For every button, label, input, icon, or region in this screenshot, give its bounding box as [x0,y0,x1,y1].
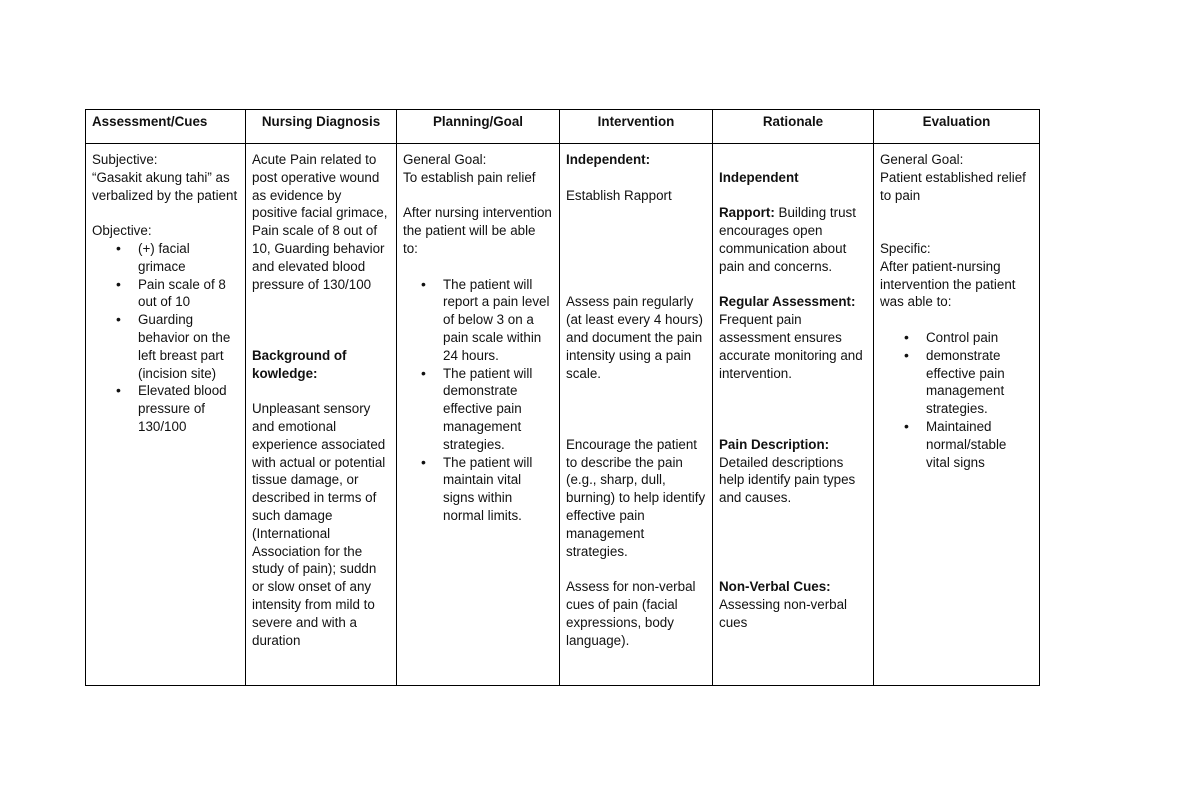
header-diagnosis: Nursing Diagnosis [246,110,397,144]
planning-cell [397,144,560,686]
content-row [86,144,1040,686]
intervention-heading: Independent: [566,152,651,167]
evaluation-specific-intro: After patient-nursing intervention the patient was able to: [880,258,1016,310]
rapport-label: Rapport: [719,205,775,221]
objective-item: • Guarding behavior on the left breast part (incision site) [138,311,239,382]
planning-goal-list [403,276,553,525]
evaluation-general-label: General Goal: [880,152,964,167]
pain-description-text: Detailed descriptions help identify pain types and causes. [719,454,856,506]
diagnosis-cell [246,144,397,686]
intervention-cell [560,144,713,686]
planning-general-text: To establish pain relief [403,169,536,185]
diagnosis-statement: Acute Pain related to post operative wound as evidence by positive facial grimace, Pain scale of 8 out of 10, Guarding behavior and elevated blood pressure of 130/100 [252,152,388,292]
evaluation-item: • Maintained normal/stable vital signs [926,418,1033,471]
objective-item: • (+) facial grimace [138,240,239,276]
pain-description-label: Pain Description: [719,436,830,452]
rapport-text: Building trust encourages open communication about pain and concerns. [719,205,856,274]
planning-goal-item: • The patient will maintain vital signs within normal limits. [443,454,553,525]
nursing-care-plan-table [85,109,1040,686]
intervention-item: Establish Rapport [566,187,672,203]
header-rationale: Rationale [713,110,874,144]
rationale-cell [713,144,874,686]
intervention-item: Encourage the patient to describe the pain (e.g., sharp, dull, burning) to help identify effective pain management strategies. [566,436,706,559]
regular-assessment-text: Frequent pain assessment ensures accurate monitoring and intervention. [719,312,863,381]
intervention-item: Assess pain regularly (at least every 4 hours) and document the pain intensity using a pain scale. [566,294,703,381]
objective-list [92,240,239,436]
evaluation-item: • demonstrate effective pain management strategies. [926,347,1033,418]
header-row [86,110,1040,144]
header-intervention: Intervention [560,110,713,144]
background-text: Unpleasant sensory and emotional experience associated with actual or potential tissue damage, or described in terms of such damage (International Association for the study of pain); suddn or slow onset of any intensity from mild to severe and with a duration [252,401,386,648]
rationale-rapport [719,204,867,275]
subjective-text: “Gasakit akung tahi” as verbalized by the patient [92,169,238,203]
planning-specific-intro: After nursing intervention the patient will be able to: [403,205,552,256]
evaluation-general-text: Patient established relief to pain [880,169,1026,203]
evaluation-specific-label: Specific: [880,240,931,256]
non-verbal-cues-text: Assessing non-verbal cues [719,596,848,630]
evaluation-list [880,329,1033,471]
regular-assessment-label: Regular Assessment: [719,294,856,310]
subjective-label: Subjective: [92,152,158,167]
objective-label: Objective: [92,223,152,239]
evaluation-item: • Control pain [926,329,1033,347]
planning-goal-item: • The patient will report a pain level of below 3 on a pain scale within 24 hours. [443,276,553,365]
non-verbal-cues-label: Non-Verbal Cues: [719,579,831,595]
header-assessment: Assessment/Cues [86,110,246,144]
background-heading: Background of kowledge: [252,347,347,381]
rationale-heading: Independent [719,169,799,185]
header-planning: Planning/Goal [397,110,560,144]
objective-item: • Pain scale of 8 out of 10 [138,276,239,312]
evaluation-cell [874,144,1040,686]
planning-goal-item: • The patient will demonstrate effective pain management strategies. [443,365,553,454]
assessment-cell [86,144,246,686]
planning-general-label: General Goal: [403,152,487,167]
intervention-item: Assess for non-verbal cues of pain (facial expressions, body language). [566,579,696,648]
objective-item: • Elevated blood pressure of 130/100 [138,382,239,435]
header-evaluation: Evaluation [874,110,1040,144]
